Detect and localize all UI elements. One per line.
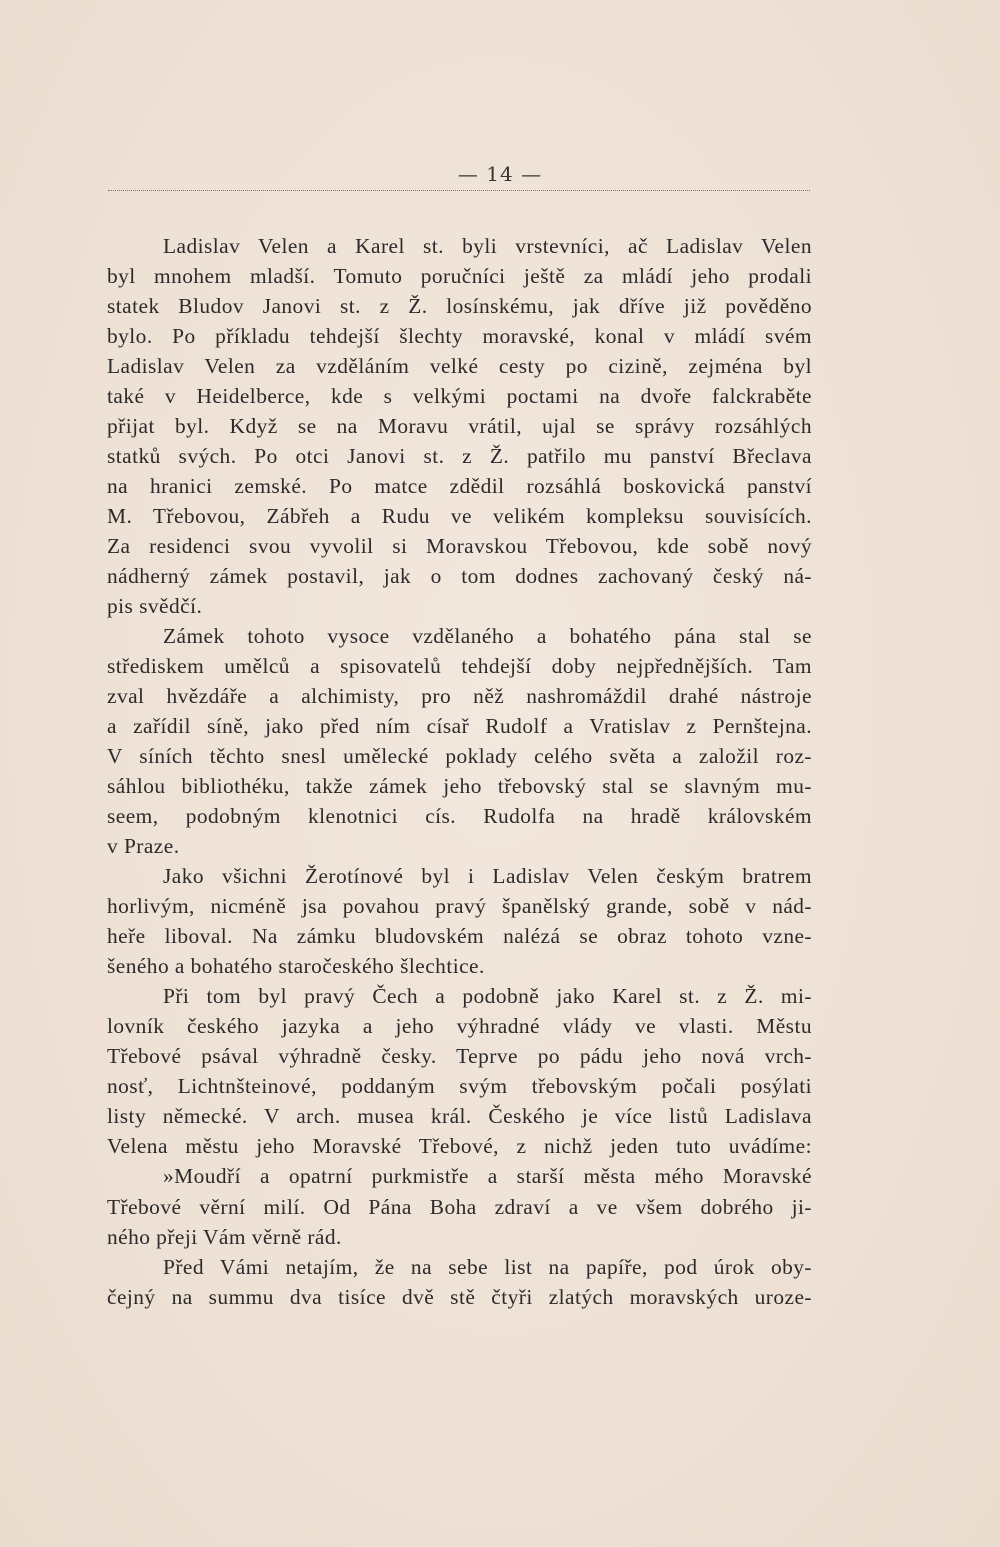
- text-line: na hranici zemské. Po matce zdědil rozsáhlá boskovická panství: [107, 474, 812, 499]
- text-line: Zámek tohoto vysoce vzdělaného a bohatého pána stal se: [163, 624, 812, 649]
- text-line: Při tom byl pravý Čech a podobně jako Karel st. z Ž. mi-: [163, 984, 812, 1009]
- paragraph-6: [107, 1252, 812, 1312]
- text-line: M. Třebovou, Zábřeh a Rudu ve velikém kompleksu souvisících.: [107, 504, 812, 529]
- paragraph-1: [107, 231, 812, 621]
- text-line: listy německé. V arch. musea král. Českého je více listů Ladislava: [107, 1104, 812, 1129]
- text-line: seem, podobným klenotnici cís. Rudolfa na hradě královském: [107, 804, 812, 829]
- text-line: pis svědčí.: [107, 594, 203, 619]
- text-line: šeného a bohatého staročeského šlechtice.: [107, 954, 485, 979]
- text-line: přijat byl. Když se na Moravu vrátil, ujal se správy rozsáhlých: [107, 414, 812, 439]
- text-line: Ladislav Velen a Karel st. byli vrstevníci, ač Ladislav Velen: [163, 234, 812, 258]
- page-number: — 14 —: [457, 162, 543, 186]
- text-line: Jako všichni Žerotínové byl i Ladislav Velen českým bratrem: [163, 864, 812, 889]
- text-line: ného přeji Vám věrně rád.: [107, 1224, 342, 1249]
- text-line: V síních těchto snesl umělecké poklady celého světa a založil roz-: [107, 744, 812, 769]
- text-line: nosť, Lichtnšteinové, poddaným svým třebovským počali posýlati: [107, 1074, 812, 1099]
- text-line: střediskem umělců a spisovatelů tehdejší doby nejpřednějších. Tam: [107, 654, 812, 679]
- paragraph-5: [107, 1161, 812, 1251]
- paragraph-4: [107, 981, 812, 1161]
- text-line: bylo. Po příkladu tehdejší šlechty moravské, konal v mládí svém: [107, 324, 812, 349]
- paragraph-3: [107, 861, 812, 981]
- paragraph-2: [107, 621, 812, 861]
- text-line: v Praze.: [107, 834, 180, 859]
- text-line: Ladislav Velen za vzděláním velké cesty po cizině, zejména byl: [107, 354, 812, 379]
- text-line: Velena městu jeho Moravské Třebové, z nichž jeden tuto uvádíme:: [107, 1134, 812, 1159]
- header-rule: [108, 190, 810, 191]
- text-line: statků svých. Po otci Janovi st. z Ž. patřilo mu panství Břeclava: [107, 444, 812, 469]
- text-line: také v Heidelberce, kde s velkými poctami na dvoře falckraběte: [107, 384, 812, 409]
- text-line: Za residenci svou vyvolil si Moravskou Třebovou, kde sobě nový: [107, 534, 812, 559]
- text-line: horlivým, nicméně jsa povahou pravý španělský grande, sobě v nád-: [107, 894, 812, 919]
- text-line: statek Bludov Janovi st. z Ž. losínskému, jak dříve již pověděno: [107, 294, 812, 319]
- text-line: byl mnohem mladší. Tomuto poručníci ještě za mládí jeho prodali: [107, 264, 812, 289]
- text-line: heře liboval. Na zámku bludovském nalézá se obraz tohoto vzne-: [107, 924, 812, 949]
- text-line: lovník českého jazyka a jeho výhradné vlády ve vlasti. Městu: [107, 1014, 812, 1039]
- text-line: sáhlou bibliothéku, takže zámek jeho třebovský stal se slavným mu-: [107, 774, 812, 799]
- text-line: Třebové věrní milí. Od Pána Boha zdraví a ve všem dobrého ji-: [107, 1194, 812, 1219]
- text-line: »Moudří a opatrní purkmistře a starší města mého Moravské: [163, 1164, 812, 1189]
- text-line: a zařídil síně, jako před ním císař Rudolf a Vratislav z Pernštejna.: [107, 714, 812, 739]
- text-line: zval hvězdáře a alchimisty, pro něž nashromáždil drahé nástroje: [107, 684, 812, 709]
- text-line: Třebové psával výhradně česky. Teprve po pádu jeho nová vrch-: [107, 1044, 812, 1069]
- text-line: čejný na summu dva tisíce dvě stě čtyři zlatých moravských uroze-: [107, 1284, 812, 1309]
- body-text: [107, 231, 812, 1312]
- text-line: Před Vámi netajím, že na sebe list na papíře, pod úrok oby-: [163, 1254, 812, 1279]
- text-line: nádherný zámek postavil, jak o tom dodnes zachovaný český ná-: [107, 564, 812, 589]
